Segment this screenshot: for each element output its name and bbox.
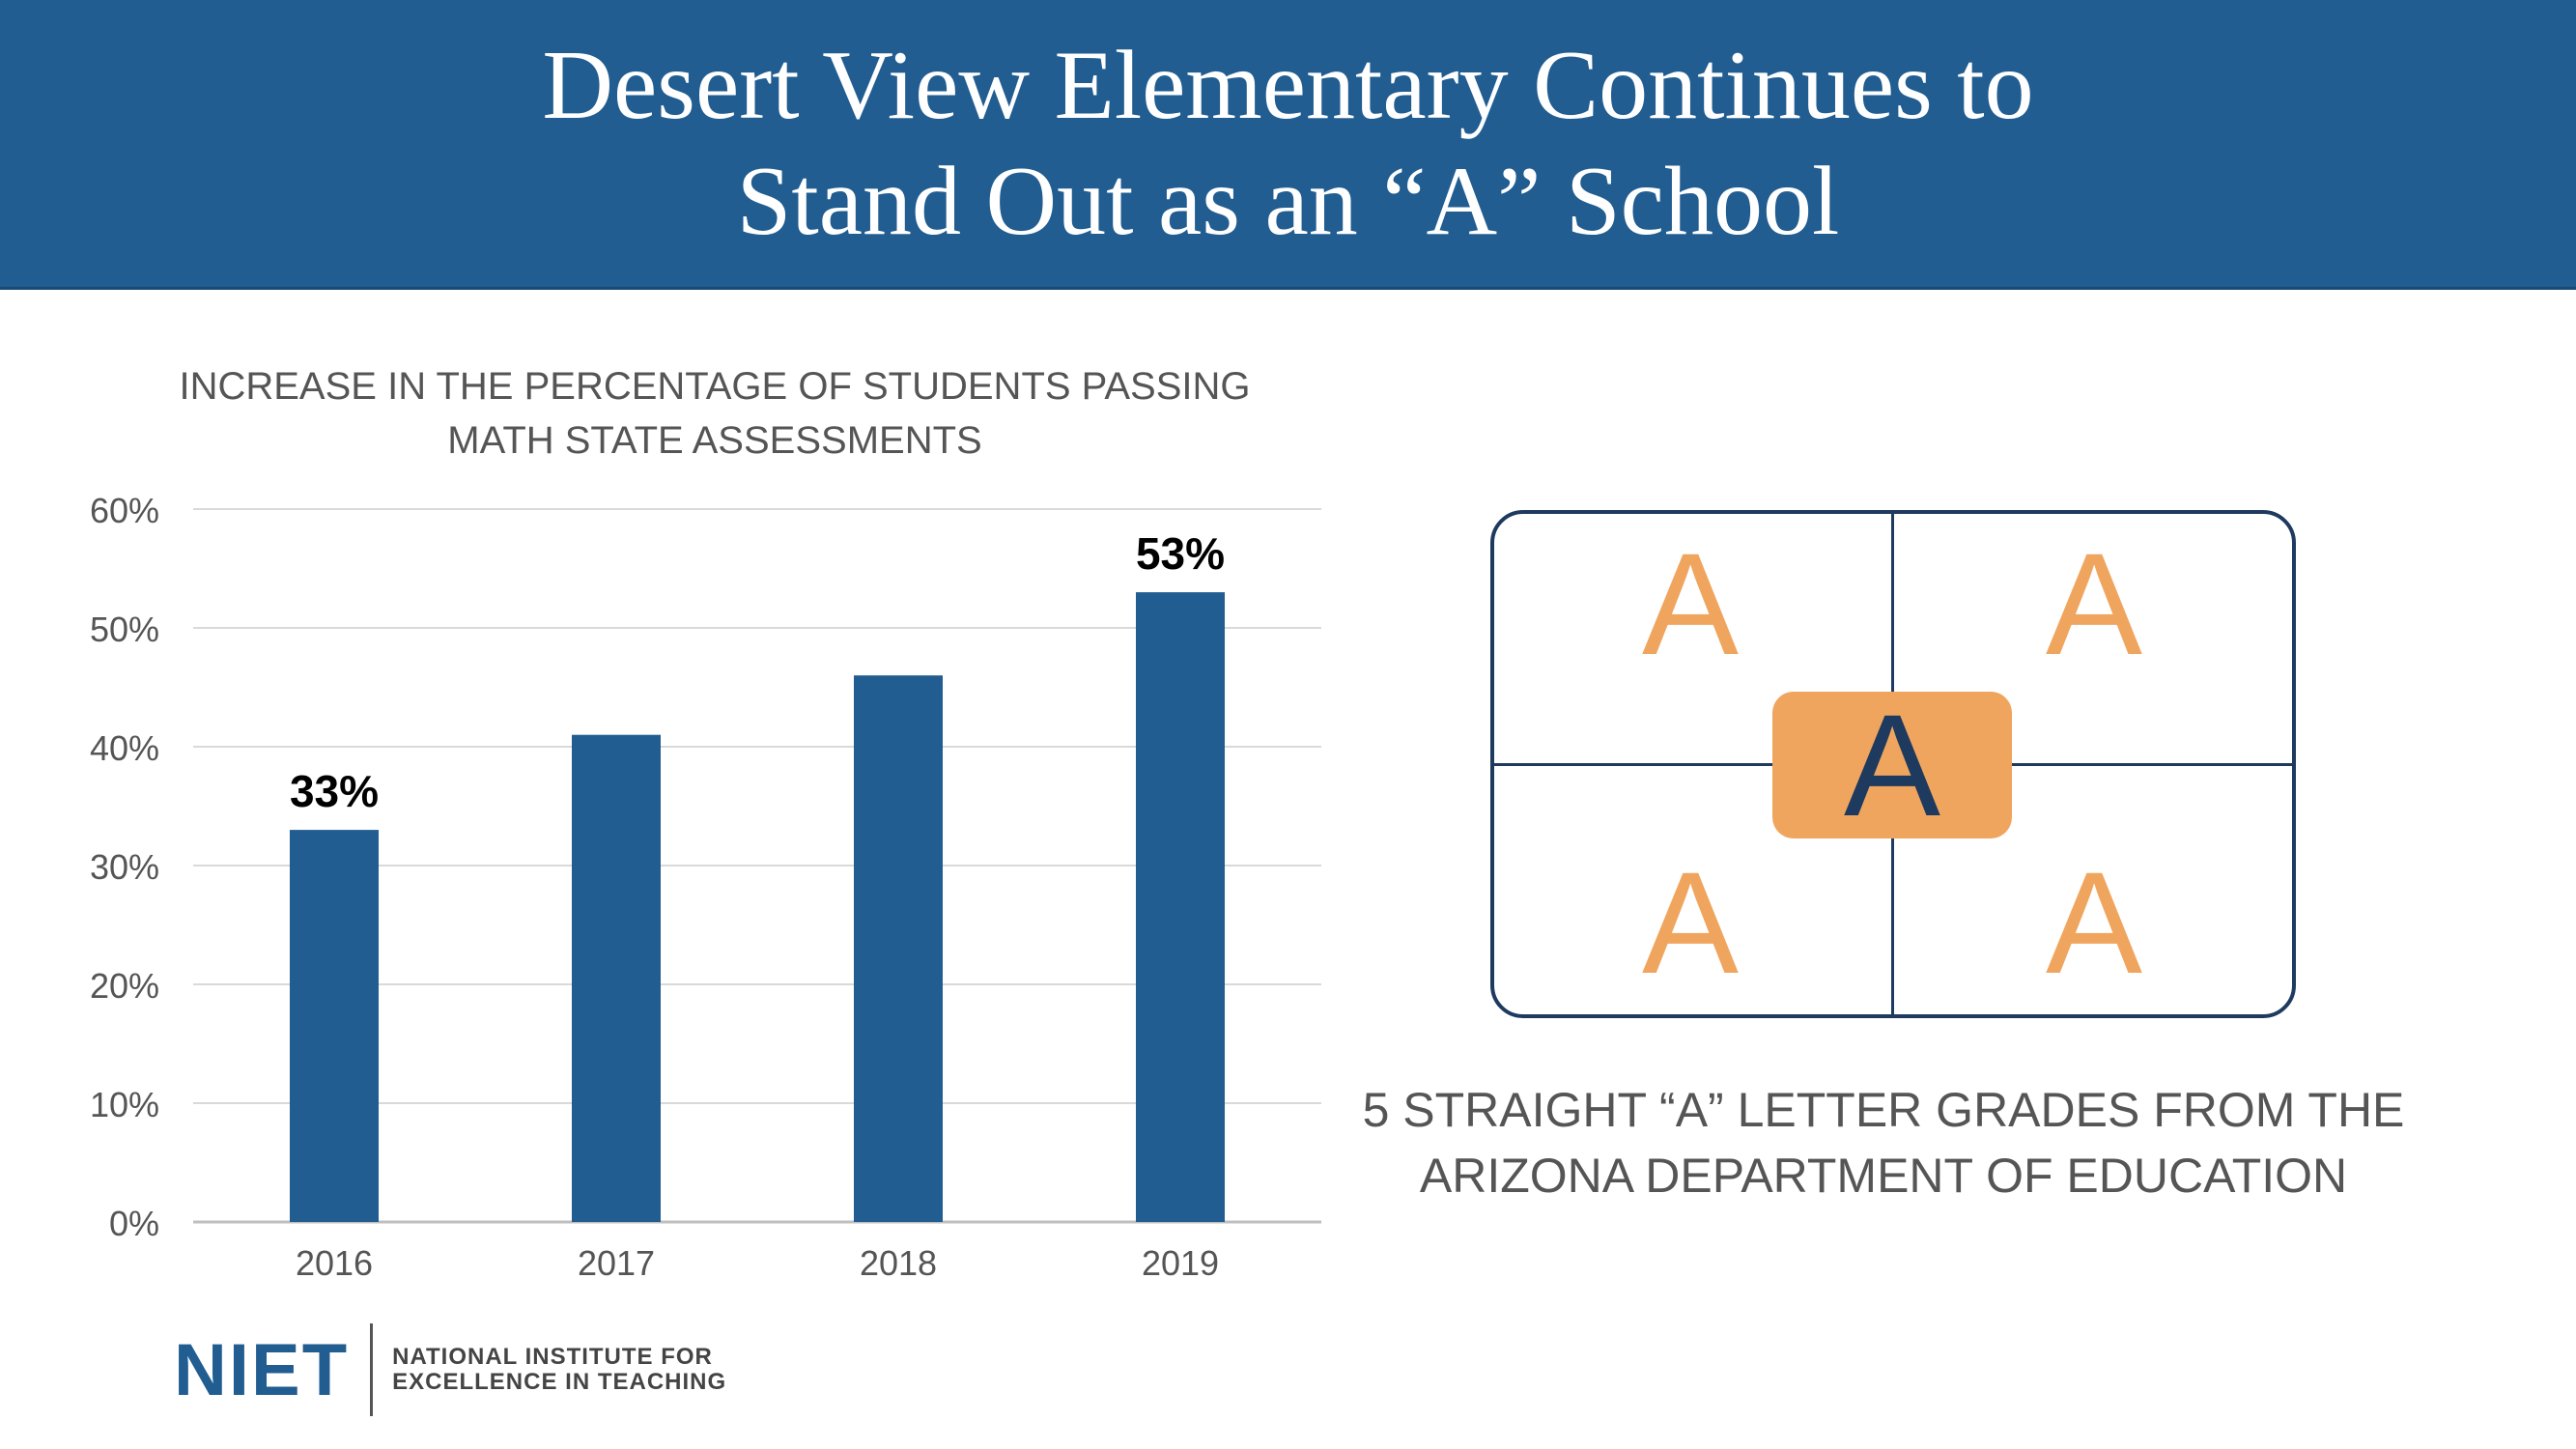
chart-title-line-1: INCREASE IN THE PERCENTAGE OF STUDENTS PASSING bbox=[179, 365, 1251, 408]
bar-2016 bbox=[290, 830, 379, 1222]
y-tick-label: 40% bbox=[89, 728, 159, 768]
grades-caption-line-1: 5 STRAIGHT “A” LETTER GRADES FROM THE bbox=[1362, 1083, 2405, 1137]
x-tick-label: 2017 bbox=[577, 1243, 656, 1283]
center-grade-letter: A bbox=[1843, 684, 1941, 846]
grades-caption bbox=[1352, 1077, 2415, 1208]
logo-mark: NIET bbox=[174, 1328, 350, 1411]
bar-2017 bbox=[572, 735, 661, 1222]
y-tick-label: 10% bbox=[89, 1085, 159, 1124]
y-tick-label: 20% bbox=[89, 966, 159, 1006]
x-tick-label: 2019 bbox=[1141, 1243, 1220, 1283]
grade-letter-top-right: A bbox=[2045, 523, 2143, 685]
logo-text bbox=[392, 1345, 726, 1395]
y-tick-label: 30% bbox=[89, 847, 159, 887]
y-tick-label: 60% bbox=[89, 491, 159, 530]
grades-caption-line-2: ARIZONA DEPARTMENT OF EDUCATION bbox=[1419, 1149, 2348, 1203]
bar-2019 bbox=[1136, 592, 1225, 1222]
grade-letter-bottom-left: A bbox=[1641, 841, 1740, 1004]
data-label: 53% bbox=[1135, 528, 1226, 580]
grade-letter-bottom-right: A bbox=[2045, 841, 2143, 1004]
page-title-line-2: Stand Out as an “A” School bbox=[736, 146, 1840, 256]
chart-title-line-2: MATH STATE ASSESSMENTS bbox=[447, 419, 982, 462]
niet-logo bbox=[174, 1321, 726, 1418]
center-grade-badge bbox=[1772, 684, 2012, 846]
logo-divider bbox=[370, 1323, 373, 1416]
x-tick-label: 2018 bbox=[859, 1243, 938, 1283]
logo-text-line-1: NATIONAL INSTITUTE FOR bbox=[392, 1344, 713, 1370]
grade-letter-top-left: A bbox=[1641, 523, 1740, 685]
y-tick-label: 0% bbox=[108, 1204, 159, 1243]
bar-2018 bbox=[854, 675, 943, 1222]
y-tick-label: 50% bbox=[89, 610, 159, 649]
page-title-line-1: Desert View Elementary Continues to bbox=[542, 30, 2034, 140]
logo-text-line-2: EXCELLENCE IN TEACHING bbox=[392, 1369, 727, 1395]
x-tick-label: 2016 bbox=[295, 1243, 374, 1283]
data-label: 33% bbox=[289, 766, 380, 817]
bar-chart bbox=[0, 0, 1352, 1294]
